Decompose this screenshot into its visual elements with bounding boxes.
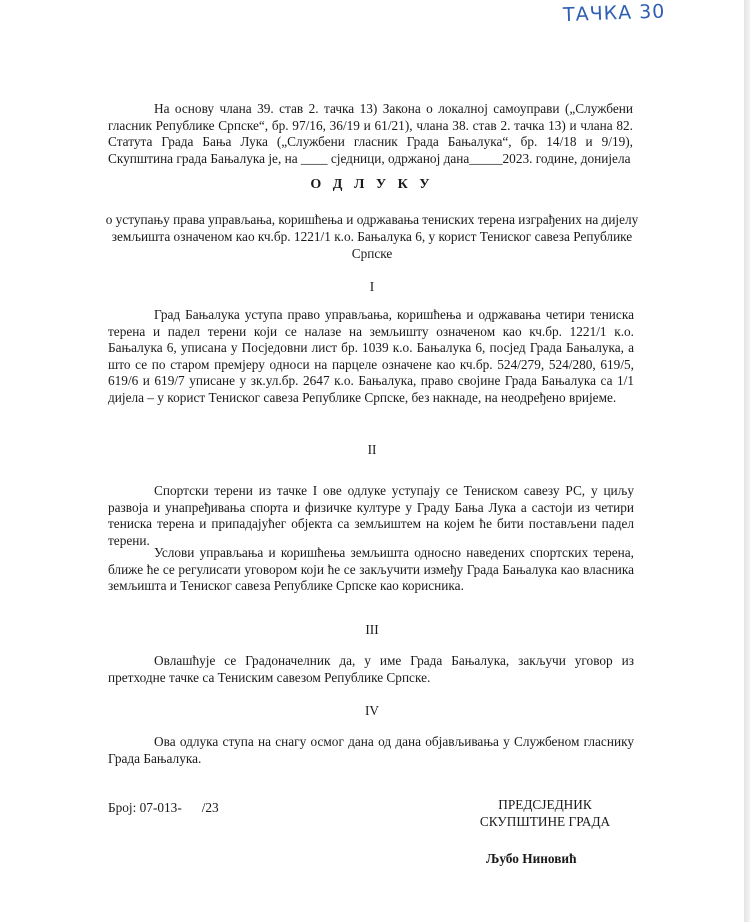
preamble: На основу члана 39. став 2. тачка 13) Закона о локалној самоуправи („Службени гласник Републике Српске“, бр. 97/16, 36/19 и 61/21), члана 38. став 2. тачка 13) и члана 82. Статута Града Бања Лука („Службени гласник Града Бањалука“, бр. 14/18 и 9/19), Скупштина града Бањалука је, на ____ сједници, одржаној дана_____2023. године, донијела xyxy=(108,101,633,166)
handwritten-note: ТАЧКА 30 xyxy=(562,0,666,27)
section-numeral-1: I xyxy=(369,279,375,294)
section-numeral-3: III xyxy=(365,622,379,637)
page-edge xyxy=(744,0,750,922)
section-4-text: Ова одлука ступа на снагу осмог дана од дана објављивања у Службеном гласнику Града Бањалука. xyxy=(108,734,634,766)
document-title: О Д Л У К У xyxy=(310,177,434,192)
section-2-paragraph-2: Услови управљања и коришћења земљишта односно наведених спортских терена, ближе ће се регулисати уговором који ће се закључити између Града Бањалука као власника земљишта и Тениског савеза Републике Српске као корисника. xyxy=(108,545,634,594)
section-numeral-2: II xyxy=(367,442,377,457)
signature-name: Љубо Ниновић xyxy=(486,851,577,866)
section-numeral-4: IV xyxy=(364,703,380,718)
signature-title-2: СКУПШТИНЕ ГРАДА xyxy=(479,814,611,829)
section-3-text: Овлашћује се Градоначелник да, у име Града Бањалука, закључи уговор из претходне тачке са Тениским савезом Републике Српске. xyxy=(108,653,634,685)
section-1-text: Град Бањалука уступа право управљања, коришћења и одржавања четири тениска терена и падел терени који се налазе на земљишту означеном као кч.бр. 1221/1 к.о. Бањалука 6, уписана у Посједовни лист бр. 1039 к.о. Бањалука 6, посјед Града Бањалука, а што се по старом премјеру односи на парцеле означене као кч.бр. 524/279, 524/280, 619/5, 619/6 и 619/7 уписане у зк.ул.бр. 2647 к.о. Бањалука, право својине Града Бањалука са 1/1 дијела – у корист Тениског савеза Републике Српске, без накнаде, на неодређено вријеме. xyxy=(108,307,634,405)
section-2-paragraph-1: Спортски терени из тачке I ове одлуке уступају се Тениском савезу РС, у циљу развоја и унапређивања спорта и физичке културе у Граду Бања Лука а састоји из четири тениска терена и припадајућег објекта са земљиштем на којем ће бити постављени падел терени. xyxy=(108,483,634,548)
document-subtitle: о уступању права управљања, коришћења и одржавања тениских терена изграђених на дијелу земљишта означеном као кч.бр. 1221/1 к.о. Бањалука 6, у корист Тениског савеза Републике Српске xyxy=(105,212,639,261)
signature-title-1: ПРЕДСЈЕДНИК xyxy=(498,797,592,812)
signature-block xyxy=(470,796,620,830)
document-number: Број: 07-013- /23 xyxy=(108,800,219,815)
